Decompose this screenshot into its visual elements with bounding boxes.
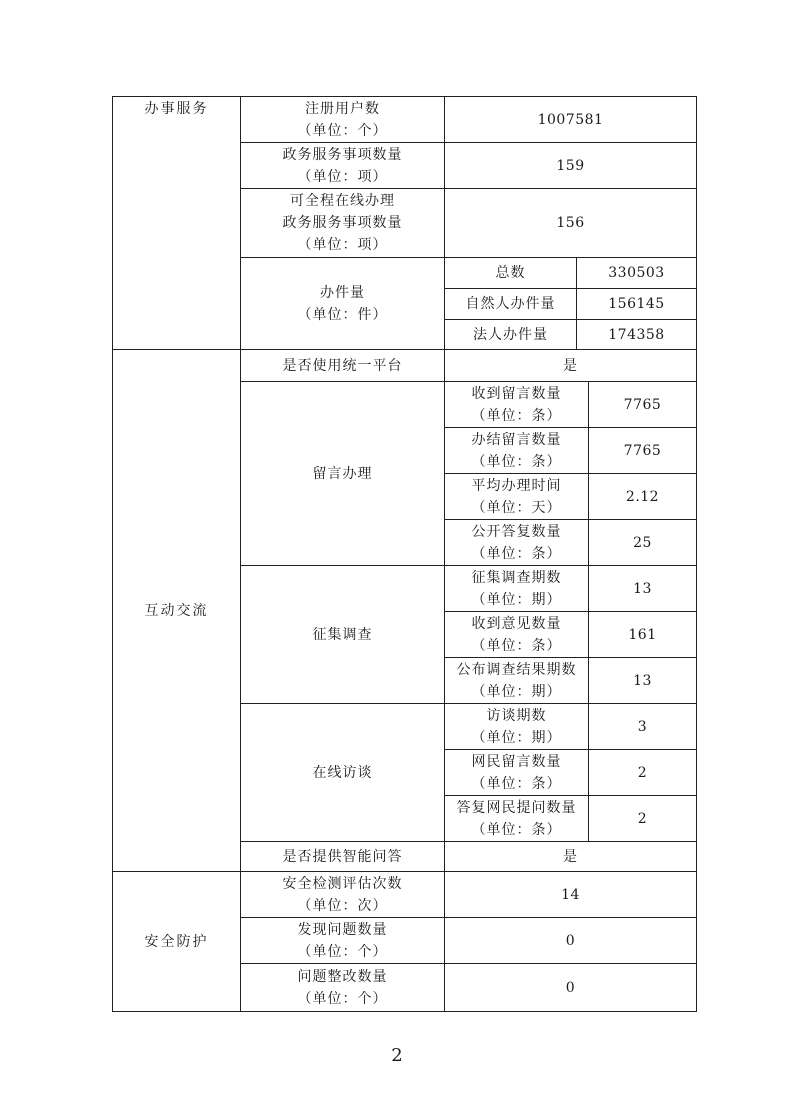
- registered-users-label: 注册用户数 （单位：个）: [297, 100, 388, 139]
- service-items-label: 政务服务事项数量 （单位：项）: [282, 146, 403, 185]
- case-volume-label: 办件量 （单位：件）: [297, 284, 388, 323]
- section-interaction-label: 互动交流: [144, 602, 209, 619]
- service-items-value: 159: [556, 157, 585, 174]
- received-messages-label: 收到留言数量 （单位：条）: [471, 385, 562, 424]
- unified-platform-label: 是否使用统一平台: [282, 357, 403, 374]
- average-handling-time-value: 2.12: [625, 488, 660, 505]
- security-checks-value: 14: [561, 886, 580, 903]
- fixed-issues-value: 0: [565, 979, 576, 996]
- public-replies-label: 公开答复数量 （单位：条）: [471, 523, 562, 562]
- case-total-value: 330503: [608, 265, 665, 281]
- online-interview-label: 在线访谈: [312, 764, 373, 781]
- found-issues-value: 0: [565, 932, 576, 949]
- concluded-messages-label: 办结留言数量 （单位：条）: [471, 431, 562, 470]
- survey-periods-label: 征集调查期数 （单位：期）: [471, 569, 562, 608]
- case-total-label: 总数: [495, 265, 526, 281]
- section-service-label: 办事服务: [144, 101, 209, 117]
- answered-questions-label: 答复网民提问数量 （单位：条）: [456, 799, 577, 838]
- netizen-messages-label: 网民留言数量 （单位：条）: [471, 753, 562, 792]
- answered-questions-value: 2: [637, 810, 648, 827]
- survey-periods-value: 13: [633, 580, 652, 597]
- average-handling-time-label: 平均办理时间 （单位：天）: [471, 477, 562, 516]
- legal-person-cases-label: 法人办件量: [473, 326, 548, 343]
- found-issues-label: 发现问题数量 （单位：个）: [297, 921, 388, 960]
- published-results-label: 公布调查结果期数 （单位：期）: [456, 661, 577, 700]
- smart-qa-label: 是否提供智能问答: [282, 848, 403, 865]
- registered-users-value: 1007581: [537, 111, 604, 128]
- message-handling-label: 留言办理: [312, 465, 373, 482]
- concluded-messages-value: 7765: [623, 442, 662, 459]
- fullprocess-items-value: 156: [556, 215, 585, 231]
- interview-periods-value: 3: [637, 718, 648, 735]
- fixed-issues-label: 问题整改数量 （单位：个）: [297, 968, 388, 1007]
- survey-label: 征集调查: [312, 626, 373, 643]
- interview-periods-label: 访谈期数 （单位：期）: [471, 707, 562, 746]
- natural-person-cases-label: 自然人办件量: [465, 296, 556, 312]
- section-security-label: 安全防护: [144, 933, 209, 950]
- page-number: 2: [391, 1045, 403, 1066]
- security-checks-label: 安全检测评估次数 （单位：次）: [282, 875, 403, 914]
- unified-platform-value: 是: [563, 357, 578, 374]
- smart-qa-value: 是: [563, 848, 578, 865]
- natural-person-cases-value: 156145: [608, 296, 665, 312]
- received-opinions-value: 161: [628, 626, 657, 643]
- published-results-value: 13: [633, 672, 652, 689]
- received-messages-value: 7765: [623, 396, 662, 413]
- fullprocess-items-label: 可全程在线办理 政务服务事项数量 （单位：项）: [282, 193, 403, 253]
- public-replies-value: 25: [633, 534, 652, 551]
- legal-person-cases-value: 174358: [608, 326, 665, 343]
- received-opinions-label: 收到意见数量 （单位：条）: [471, 615, 562, 654]
- netizen-messages-value: 2: [637, 764, 648, 781]
